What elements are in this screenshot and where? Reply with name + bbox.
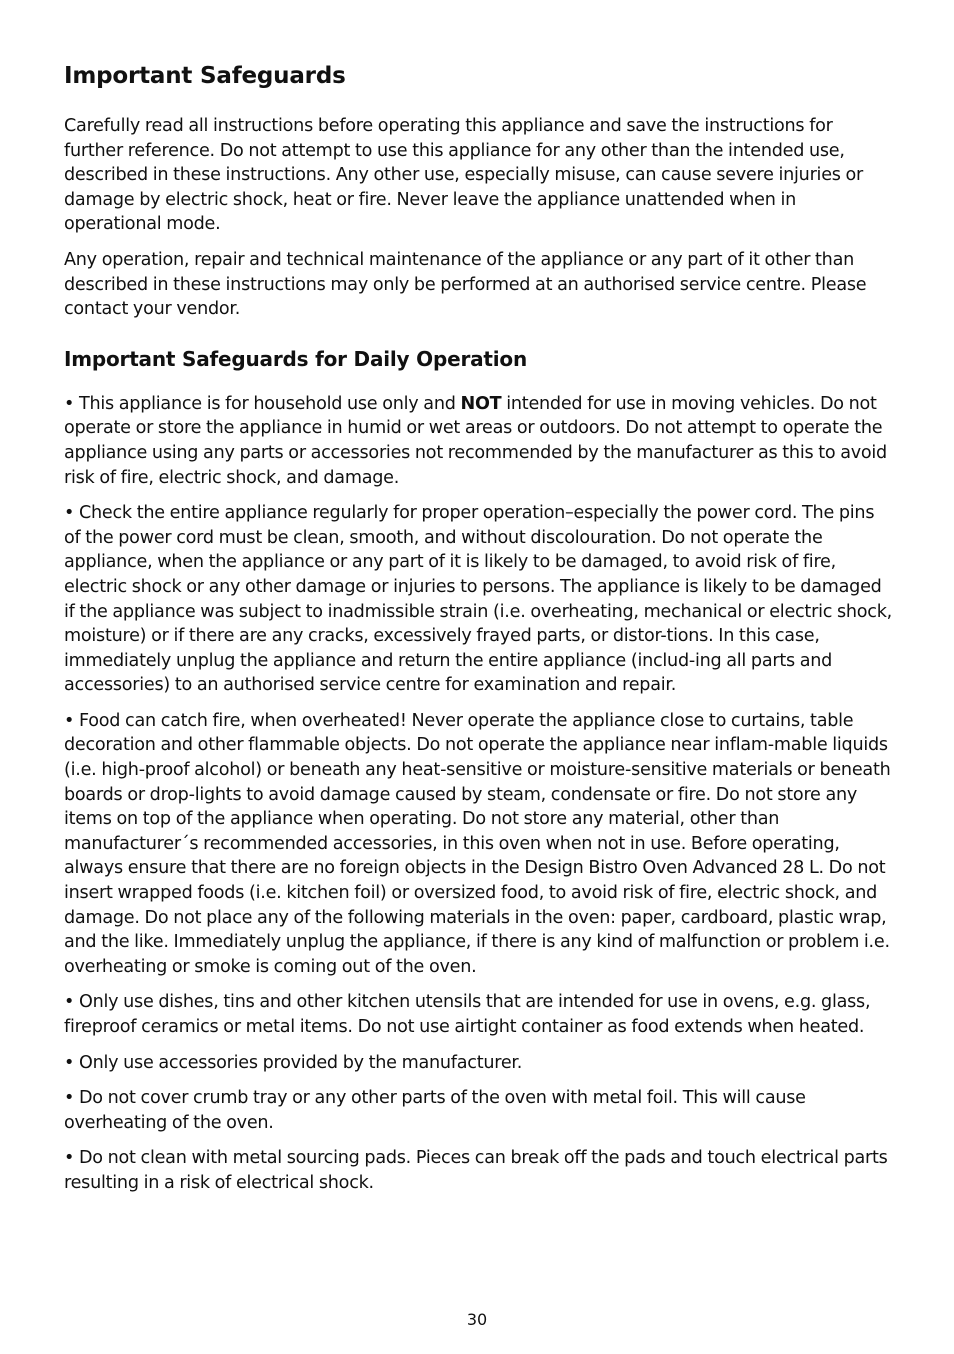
bullet-item: • Check the entire appliance regularly for proper operation–especially the power cord. The pins of the power cord must be clean, smooth, and without discolouration. Do not operate the appliance, when the appliance or any part of it is likely to be damaged, to avoid risk of fire, electric shock or any other damage or injuries to persons. The appliance is likely to be damaged if the appliance was subject to inadmissible strain (i.e. overheating, mechanical or electric shock, moisture) or if there are any cracks, excessively frayed parts, or distor-tions. In this case, immediately unplug the appliance and return the entire appliance (includ-ing all parts and accessories) to an authorised service centre for examination and repair. (64, 501, 894, 698)
bullet-emphasis: NOT (460, 393, 502, 414)
bullet-item (64, 392, 894, 490)
page-title: Important Safeguards (64, 63, 346, 89)
bullet-item: • Do not clean with metal sourcing pads. Pieces can break off the pads and touch electrical parts resulting in a risk of electrical shock. (64, 1146, 894, 1195)
bullet-text: This appliance is for household use only and (78, 393, 461, 414)
page-number: 30 (466, 1310, 488, 1329)
page-content (64, 58, 894, 1207)
bullet-item: • Only use accessories provided by the manufacturer. (64, 1051, 894, 1076)
bullet-item: • Only use dishes, tins and other kitchen utensils that are intended for use in ovens, e.g. glass, fireproof ceramics or metal items. Do not use airtight container as food extends when heated. (64, 990, 894, 1039)
intro-paragraph: Any operation, repair and technical maintenance of the appliance or any part of it other than described in these instructions may only be performed at an authorised service centre. Please contact your vendor. (64, 249, 867, 320)
intro-paragraph: Carefully read all instructions before operating this appliance and save the instructions for further reference. Do not attempt to use this appliance for any other than the intended use, described in these instructions. Any other use, especially misuse, can cause severe injuries or damage by electric shock, heat or fire. Never leave the appliance unattended when in operational mode. (64, 116, 864, 235)
section-title: Important Safeguards for Daily Operation (64, 346, 527, 371)
bullet-text: intended for use in moving vehicles. Do not operate or store the appliance in humid or wet areas or outdoors. Do not attempt to operate the appliance using any parts or accessories not recommended by the manufacturer as this to avoid risk of fire, electric shock, and damage. (64, 393, 887, 488)
bullet-item: • Food can catch fire, when overheated! Never operate the appliance close to curtains, table decoration and other flammable objects. Do not operate the appliance near inflam-mable liquids (i.e. high-proof alcohol) or beneath any heat-sensitive or moisture-sensitive materials or beneath boards or drop-lights to avoid damage caused by steam, condensate or fire. Do not store any items on top of the appliance when operating. Do not store any material, other than manufacturer´s recommended accessories, in this oven when not in use. Before operating, always ensure that there are no foreign objects in the Design Bistro Oven Advanced 28 L. Do not insert wrapped foods (i.e. kitchen foil) or oversized food, to avoid risk of fire, electric shock, and damage. Do not place any of the following materials in the oven: paper, cardboard, plastic wrap, and the like. Immediately unplug the appliance, if there is any kind of malfunction or problem i.e. overheating or smoke is coming out of the oven. (64, 709, 894, 980)
bullet-item: • Do not cover crumb tray or any other parts of the oven with metal foil. This will cause overheating of the oven. (64, 1086, 894, 1135)
